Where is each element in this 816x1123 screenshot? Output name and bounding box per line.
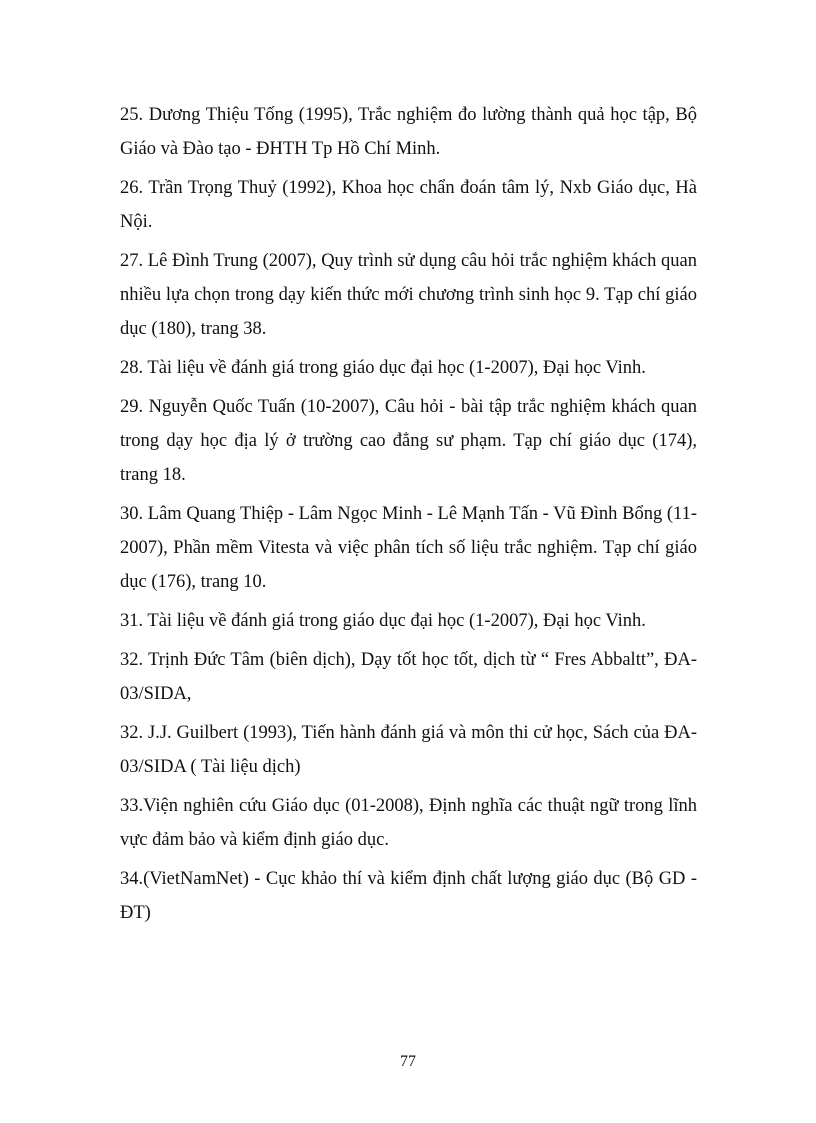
reference-item: 27. Lê Đình Trung (2007), Quy trình sử dụng câu hỏi trắc nghiệm khách quan nhiều lựa chọn trong dạy kiến thức mới chương trình sinh học 9. Tạp chí giáo dục (180), trang 38.: [120, 251, 697, 339]
reference-item: 32. Trịnh Đức Tâm (biên dịch), Dạy tốt học tốt, dịch từ “ Fres Abbaltt”, ĐA-03/SIDA,: [120, 650, 697, 704]
reference-item: 34.(VietNamNet) - Cục khảo thí và kiểm định chất lượng giáo dục (Bộ GD - ĐT): [120, 869, 697, 923]
reference-item: 31. Tài liệu về đánh giá trong giáo dục đại học (1-2007), Đại học Vinh.: [120, 611, 646, 631]
reference-item: 26. Trần Trọng Thuỷ (1992), Khoa học chẩn đoán tâm lý, Nxb Giáo dục, Hà Nội.: [120, 178, 697, 232]
reference-item: 25. Dương Thiệu Tống (1995), Trắc nghiệm đo lường thành quả học tập, Bộ Giáo và Đào tạo - ĐHTH Tp Hồ Chí Minh.: [120, 105, 697, 159]
reference-item: 30. Lâm Quang Thiệp - Lâm Ngọc Minh - Lê Mạnh Tấn - Vũ Đình Bổng (11-2007), Phần mềm Vitesta và việc phân tích số liệu trắc nghiệm. Tạp chí giáo dục (176), trang 10.: [120, 504, 697, 592]
reference-item: 33.Viện nghiên cứu Giáo dục (01-2008), Định nghĩa các thuật ngữ trong lĩnh vực đảm bảo và kiểm định giáo dục.: [120, 796, 697, 850]
reference-item: 32. J.J. Guilbert (1993), Tiến hành đánh giá và môn thi cử học, Sách của ĐA-03/SIDA ( Tài liệu dịch): [120, 723, 697, 777]
reference-list: [120, 98, 697, 935]
reference-item: 29. Nguyễn Quốc Tuấn (10-2007), Câu hỏi - bài tập trắc nghiệm khách quan trong dạy học địa lý ở trường cao đẳng sư phạm. Tạp chí giáo dục (174), trang 18.: [120, 397, 697, 485]
page-number: 77: [400, 1053, 416, 1070]
reference-item: 28. Tài liệu về đánh giá trong giáo dục đại học (1-2007), Đại học Vinh.: [120, 358, 646, 378]
